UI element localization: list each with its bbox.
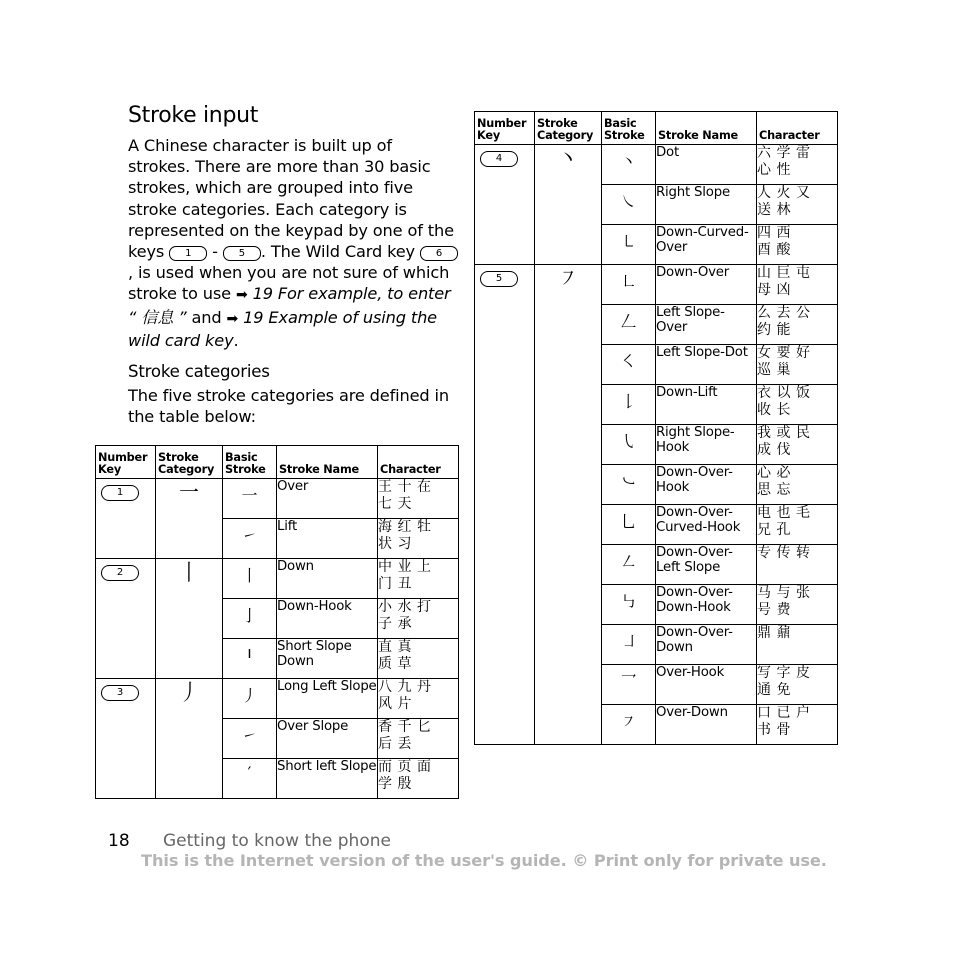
- character-cell: [757, 705, 838, 745]
- basic-stroke-glyph: ㇗: [620, 272, 637, 291]
- basic-stroke-cell: [223, 559, 277, 599]
- character-line: 鼎鼐: [757, 625, 796, 641]
- character-cell: [378, 599, 459, 639]
- stroke-category-glyph: 丶: [558, 147, 578, 172]
- character-cell: [378, 479, 459, 519]
- character-line: 学殷: [378, 776, 417, 792]
- basic-stroke-glyph: ㇛: [620, 352, 637, 371]
- character-line: 后丢: [378, 736, 417, 752]
- stroke-category-glyph: 一: [179, 481, 199, 506]
- character-cell: [378, 559, 459, 599]
- basic-stroke-cell: [602, 385, 656, 425]
- character-line: 我或民: [757, 425, 816, 441]
- table-row: [96, 679, 459, 719]
- stroke-name-cell: Over-Hook: [656, 665, 757, 705]
- character-line: 山巨屯: [757, 265, 816, 281]
- number-key-cell: [96, 559, 156, 679]
- character-line: 质草: [378, 656, 417, 672]
- character-line: 七天: [378, 496, 417, 512]
- stroke-name-cell: Long Left Slope: [277, 679, 378, 719]
- stroke-category-glyph: 丨: [179, 561, 199, 586]
- basic-stroke-cell: [223, 599, 277, 639]
- basic-stroke-cell: [602, 465, 656, 505]
- key-5-icon: 5: [223, 246, 261, 261]
- stroke-name-cell: Right Slope: [656, 185, 757, 225]
- basic-stroke-cell: [223, 679, 277, 719]
- basic-stroke-cell: [223, 639, 277, 679]
- character-header: Character: [757, 112, 838, 145]
- character-cell: [757, 265, 838, 305]
- basic-stroke-cell: [602, 185, 656, 225]
- stroke-name-cell: Down-Over-Down: [656, 625, 757, 665]
- character-line: 人火又: [757, 185, 816, 201]
- intro-text: A Chinese character is built up of strokes. There are more than 30 basic strokes, which are grouped into five stroke categories. Each category is represented on the keypad by one of the keys: [128, 136, 454, 262]
- intro-text: , is used when you are not sure of which stroke to use: [128, 263, 450, 304]
- stroke-name-cell: Dot: [656, 145, 757, 185]
- character-line: 兄孔: [757, 522, 796, 538]
- character-line: 书骨: [757, 722, 796, 738]
- intro-text: . The Wild Card key: [260, 242, 420, 262]
- basic-stroke-cell: [602, 425, 656, 465]
- character-cell: [378, 719, 459, 759]
- basic-stroke-glyph: ㇀: [241, 726, 258, 745]
- basic-stroke-cell: [602, 705, 656, 745]
- character-line: 风片: [378, 696, 417, 712]
- basic-stroke-cell: [602, 545, 656, 585]
- page-number: 18: [108, 831, 130, 851]
- stroke-category-cell: [535, 265, 602, 745]
- key-1-icon: 1: [101, 485, 139, 501]
- table-row: [475, 265, 838, 305]
- stroke-name-cell: Down: [277, 559, 378, 599]
- basic-stroke-cell: [602, 505, 656, 545]
- character-cell: [757, 665, 838, 705]
- number-key-cell: [475, 145, 535, 265]
- character-line: 马与张: [757, 585, 816, 601]
- number-key-cell: [96, 479, 156, 559]
- basic-stroke-glyph: ′: [247, 763, 252, 782]
- character-line: 衣以饭: [757, 385, 816, 401]
- basic-stroke-glyph: ㇀: [241, 526, 258, 545]
- basic-stroke-cell: [602, 265, 656, 305]
- stroke-category-glyph: ㇇: [558, 267, 578, 292]
- table-row: [96, 479, 459, 519]
- key-2-icon: 2: [101, 565, 139, 581]
- stroke-category-cell: [156, 559, 223, 679]
- character-line: 思忘: [757, 482, 796, 498]
- key-1-icon: 1: [169, 246, 207, 261]
- stroke-name-cell: Down-Over-Curved-Hook: [656, 505, 757, 545]
- basic-stroke-glyph: 亅: [241, 606, 258, 625]
- basic-stroke-glyph: ㇄: [620, 232, 637, 251]
- basic-stroke-cell: [602, 665, 656, 705]
- section-heading: Stroke categories: [128, 362, 270, 381]
- stroke-name-cell: Right Slope-Hook: [656, 425, 757, 465]
- character-line: 通免: [757, 682, 796, 698]
- intro-text: and: [186, 307, 227, 327]
- basic-stroke-cell: [223, 519, 277, 559]
- number-key-cell: [96, 679, 156, 799]
- basic-stroke-cell: [602, 585, 656, 625]
- cross-reference-link[interactable]: 19 For example, to enter “ 信息 ”: [128, 284, 451, 327]
- basic-stroke-glyph: 丿: [241, 686, 258, 705]
- character-line: 写字皮: [757, 665, 816, 681]
- copyright-note: This is the Internet version of the user's guide. © Print only for private use.: [141, 851, 827, 870]
- character-line: 海红牡: [378, 519, 437, 535]
- arrow-right-icon: ➡: [235, 287, 248, 304]
- stroke-name-header: Stroke Name: [277, 446, 378, 479]
- basic-stroke-cell: [223, 479, 277, 519]
- number-key-header: Number Key: [475, 112, 535, 145]
- character-cell: [378, 519, 459, 559]
- character-header: Character: [378, 446, 459, 479]
- character-line: 心必: [757, 465, 796, 481]
- basic-stroke-cell: [602, 225, 656, 265]
- character-cell: [757, 145, 838, 185]
- stroke-name-cell: Over: [277, 479, 378, 519]
- basic-stroke-glyph: ㇜: [620, 552, 637, 571]
- stroke-name-cell: Left Slope-Dot: [656, 345, 757, 385]
- stroke-name-cell: Down-Curved-Over: [656, 225, 757, 265]
- stroke-table-left: [95, 445, 459, 799]
- section-paragraph: The five stroke categories are defined in the table below:: [128, 386, 450, 427]
- character-cell: [757, 505, 838, 545]
- arrow-right-icon: ➡: [226, 310, 239, 327]
- character-line: 口已户: [757, 705, 816, 721]
- character-line: 心性: [757, 162, 796, 178]
- stroke-name-cell: Down-Over-Left Slope: [656, 545, 757, 585]
- stroke-name-cell: Over-Down: [656, 705, 757, 745]
- character-cell: [757, 305, 838, 345]
- character-line: 收长: [757, 402, 796, 418]
- basic-stroke-glyph: ㇏: [620, 192, 637, 211]
- basic-stroke-cell: [602, 305, 656, 345]
- intro-text: .: [233, 330, 239, 350]
- character-line: 子承: [378, 616, 417, 632]
- character-line: 而页面: [378, 759, 437, 775]
- page-title: Stroke input: [128, 103, 259, 128]
- stroke-category-cell: [535, 145, 602, 265]
- character-line: 成伐: [757, 442, 796, 458]
- basic-stroke-cell: [602, 345, 656, 385]
- character-cell: [757, 345, 838, 385]
- basic-stroke-cell: [223, 759, 277, 799]
- character-cell: [757, 225, 838, 265]
- character-cell: [757, 425, 838, 465]
- character-line: 小水打: [378, 599, 437, 615]
- basic-stroke-glyph: ㇂: [620, 432, 637, 451]
- character-cell: [757, 545, 838, 585]
- stroke-name-cell: Down-Over-Down-Hook: [656, 585, 757, 625]
- character-line: 四西: [757, 225, 796, 241]
- character-line: 号费: [757, 602, 796, 618]
- stroke-name-cell: Down-Lift: [656, 385, 757, 425]
- stroke-name-cell: Down-Over: [656, 265, 757, 305]
- stroke-category-cell: [156, 479, 223, 559]
- basic-stroke-glyph: ı: [247, 643, 252, 662]
- character-cell: [757, 465, 838, 505]
- table-row: [96, 559, 459, 599]
- intro-paragraph: [128, 135, 458, 351]
- character-line: 母凶: [757, 282, 796, 298]
- basic-stroke-glyph: 𠄌: [620, 392, 637, 411]
- character-cell: [378, 679, 459, 719]
- character-line: 么去公: [757, 305, 816, 321]
- stroke-name-header: Stroke Name: [656, 112, 757, 145]
- basic-stroke-glyph: ㇉: [620, 592, 637, 611]
- basic-stroke-glyph: 乚: [620, 512, 637, 531]
- character-line: 状习: [378, 536, 417, 552]
- character-line: 直真: [378, 639, 417, 655]
- basic-stroke-glyph: 丨: [241, 566, 258, 585]
- character-line: 八九丹: [378, 679, 437, 695]
- section-footer: Getting to know the phone: [163, 831, 391, 851]
- character-cell: [757, 585, 838, 625]
- key-3-icon: 3: [101, 685, 139, 701]
- stroke-category-glyph: 丿: [179, 681, 199, 706]
- character-line: 中业上: [378, 559, 437, 575]
- character-line: 巡巢: [757, 362, 796, 378]
- character-cell: [757, 385, 838, 425]
- basic-stroke-glyph: ㇘: [620, 632, 637, 651]
- basic-stroke-glyph: ㇃: [620, 472, 637, 491]
- stroke-category-header: Stroke Category: [535, 112, 602, 145]
- intro-dash: -: [207, 242, 223, 262]
- table-row: [475, 145, 838, 185]
- basic-stroke-cell: [223, 719, 277, 759]
- basic-stroke-cell: [602, 145, 656, 185]
- basic-stroke-glyph: ㇇: [620, 712, 637, 731]
- stroke-name-cell: Down-Hook: [277, 599, 378, 639]
- stroke-name-cell: Short Slope Down: [277, 639, 378, 679]
- stroke-name-cell: Over Slope: [277, 719, 378, 759]
- character-line: 六学雷: [757, 145, 816, 161]
- stroke-category-cell: [156, 679, 223, 799]
- stroke-category-header: Stroke Category: [156, 446, 223, 479]
- character-line: 专传转: [757, 545, 816, 561]
- basic-stroke-header: Basic Stroke: [602, 112, 656, 145]
- key-6-icon: 6: [420, 246, 458, 261]
- basic-stroke-cell: [602, 625, 656, 665]
- character-line: 门丑: [378, 576, 417, 592]
- stroke-table-right: [474, 111, 838, 745]
- character-cell: [378, 639, 459, 679]
- character-line: 王十在: [378, 479, 437, 495]
- character-line: 送林: [757, 202, 796, 218]
- stroke-name-cell: Down-Over-Hook: [656, 465, 757, 505]
- character-line: 女要好: [757, 345, 816, 361]
- character-cell: [757, 185, 838, 225]
- number-key-cell: [475, 265, 535, 745]
- character-line: 约能: [757, 322, 796, 338]
- key-5-icon: 5: [480, 271, 518, 287]
- basic-stroke-glyph: 乛: [620, 672, 637, 691]
- basic-stroke-glyph: 丶: [620, 152, 637, 171]
- key-4-icon: 4: [480, 151, 518, 167]
- stroke-name-cell: Lift: [277, 519, 378, 559]
- character-cell: [757, 625, 838, 665]
- basic-stroke-glyph: 𠃋: [620, 312, 637, 331]
- stroke-name-cell: Short left Slope: [277, 759, 378, 799]
- number-key-header: Number Key: [96, 446, 156, 479]
- character-line: 电也毛: [757, 505, 816, 521]
- basic-stroke-header: Basic Stroke: [223, 446, 277, 479]
- character-line: 酉酸: [757, 242, 796, 258]
- basic-stroke-glyph: 一: [241, 486, 258, 505]
- character-cell: [378, 759, 459, 799]
- cross-reference-link[interactable]: 19 Example of using the wild card key: [128, 307, 437, 350]
- stroke-name-cell: Left Slope-Over: [656, 305, 757, 345]
- character-line: 香千匕: [378, 719, 437, 735]
